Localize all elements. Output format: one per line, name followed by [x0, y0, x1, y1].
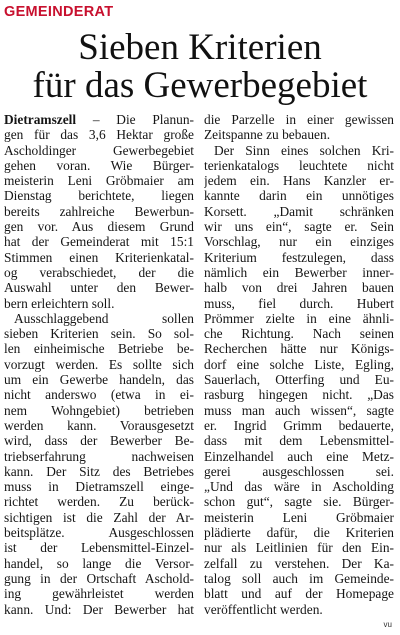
article-line: muss in Dietramszell einge-: [4, 479, 194, 495]
article-line: rasburg hingegen nicht. „Das: [204, 387, 394, 403]
article-line: Der Sinn eines solchen Kri-: [214, 142, 394, 158]
article-line: er. Ingrid Grimm bedauerte,: [204, 417, 394, 433]
article-line: bern erleichtern soll.: [4, 295, 115, 311]
article-line: sichtigen ist die Zahl der Ar-: [4, 509, 194, 525]
article-line: Ausschlaggebend sollen: [14, 310, 194, 326]
article-column-left: [4, 112, 194, 617]
article-line: Korsett. „Damit schränken: [204, 203, 394, 219]
article-line: muss man auch wissen“, sagte: [204, 402, 394, 418]
article-line: dass mit dem Lebensmittel-: [204, 433, 394, 449]
article-line: gen vor. Aus diesem Grund: [4, 219, 194, 235]
article-line: Prömmer zielte in eine ähnli-: [204, 310, 394, 326]
article-line: zelfall zu verstehen. Der Ka-: [204, 555, 394, 571]
article-line: Einzelhandel auch eine Metz-: [204, 448, 394, 464]
article-line: nem Wohngebiet) betrieben: [4, 402, 194, 418]
article-line: Auswahl unter den Bewer-: [4, 280, 194, 296]
article-line: talog soll auch im Gemeinde-: [204, 570, 394, 586]
article-line: nur als Leitlinien für den Ein-: [204, 540, 394, 556]
section-kicker: GEMEINDERAT: [4, 4, 114, 20]
article-line: Kriterium festzulegen, dass: [204, 249, 394, 265]
article-line: blatt und auf der Homepage: [204, 586, 394, 602]
article-line: Dietramszell – Die Planun-: [4, 112, 194, 127]
article-line: meisterin Leni Gröbmaier am: [4, 173, 194, 189]
article-line: gehen voran. Wie Bürger-: [4, 157, 194, 173]
article-line: kann. Der Sitz des Betriebes: [4, 463, 194, 479]
article-line: die Parzelle in einer gewissen: [204, 112, 394, 127]
article-line: kann. Und: Der Bewerber hat: [4, 601, 194, 617]
article-line: beitsplätze. Ausgeschlossen: [4, 525, 194, 541]
dateline: Dietramszell: [4, 112, 77, 127]
article-line: Zeitspanne zu bebauen.: [204, 127, 331, 143]
article-line: che Richtung. Nach seinen: [204, 326, 394, 342]
article-line: len einheimische Betriebe be-: [4, 341, 194, 357]
article-line: bereits zahlreiche Bewerbun-: [4, 203, 194, 219]
article-column-right: [204, 112, 394, 617]
headline-line-2: für das Gewerbegebiet: [32, 65, 368, 106]
article-line: plädierte dafür, die Kriterien: [204, 525, 394, 541]
article-line: Stimmen einen Kriterienkatal-: [4, 249, 194, 265]
article-line: Ascholdinger Gewerbegebiet: [4, 142, 194, 158]
article-line: wird, dass der Bewerber Be-: [4, 433, 194, 449]
article-line: Sauerlach, Otterfing und Eu-: [204, 372, 394, 388]
article-line: dorf eine solche Liste, Egling,: [204, 356, 394, 372]
article-line: richtet werden. Zu berück-: [4, 494, 194, 510]
article-line: nicht anderswo (etwa in ei-: [4, 387, 194, 403]
article-line: sieben Kriterien sein. So sol-: [4, 326, 194, 342]
article-line: jedem ein. Hans Kanzler er-: [204, 173, 394, 189]
article-line: meisterin Leni Gröbmaier: [204, 509, 394, 525]
article-line: kannte darin ein unnötiges: [204, 188, 394, 204]
headline: [0, 29, 400, 105]
article-line: terienkatalogs leuchtete nicht: [204, 157, 394, 173]
article-line: gen für das 3,6 Hektar große: [4, 127, 194, 143]
article-line: halb von drei Jahren bauen: [204, 280, 394, 296]
article-line: nämlich ein Bewerber inner-: [204, 264, 394, 280]
article-line: muss, fiel durch. Hubert: [204, 295, 394, 311]
article-line: ist der Lebensmittel-Einzel-: [4, 540, 194, 556]
article-line: um ein Gewerbe handeln, das: [4, 372, 194, 388]
article-line: wir uns ein“, sagte er. Sein: [204, 219, 394, 235]
article-line: triebserfahrung nachweisen: [4, 448, 194, 464]
article-line: Recherchen hätte nur Königs-: [204, 341, 394, 357]
article-line: vorzugt werden. Es sollte sich: [4, 356, 194, 372]
article-line: og verabschiedet, der die: [4, 264, 194, 280]
article-line: gerei ausgeschlossen sei.: [204, 463, 394, 479]
article-line: gung in der Ortschaft Aschold-: [4, 570, 194, 586]
article-line: schon gut“, sagte sie. Bürger-: [204, 494, 394, 510]
article-line: Dienstag berichtete, liegen: [4, 188, 194, 204]
article-line: handel, so lange die Versor-: [4, 555, 194, 571]
article-line: hat der Gemeinderat mit 15:1: [4, 234, 194, 250]
article-line: Vorschlag, nur ein einziges: [204, 234, 394, 250]
article-line: „Und das wäre in Ascholding: [204, 479, 394, 495]
article-line: veröffentlicht werden.: [204, 601, 323, 617]
article-line: ing gewährleistet werden: [4, 586, 194, 602]
author-initials: vu: [383, 620, 392, 629]
article-line: werden kann. Vorausgesetzt: [4, 417, 194, 433]
headline-line-1: Sieben Kriterien: [78, 27, 322, 68]
